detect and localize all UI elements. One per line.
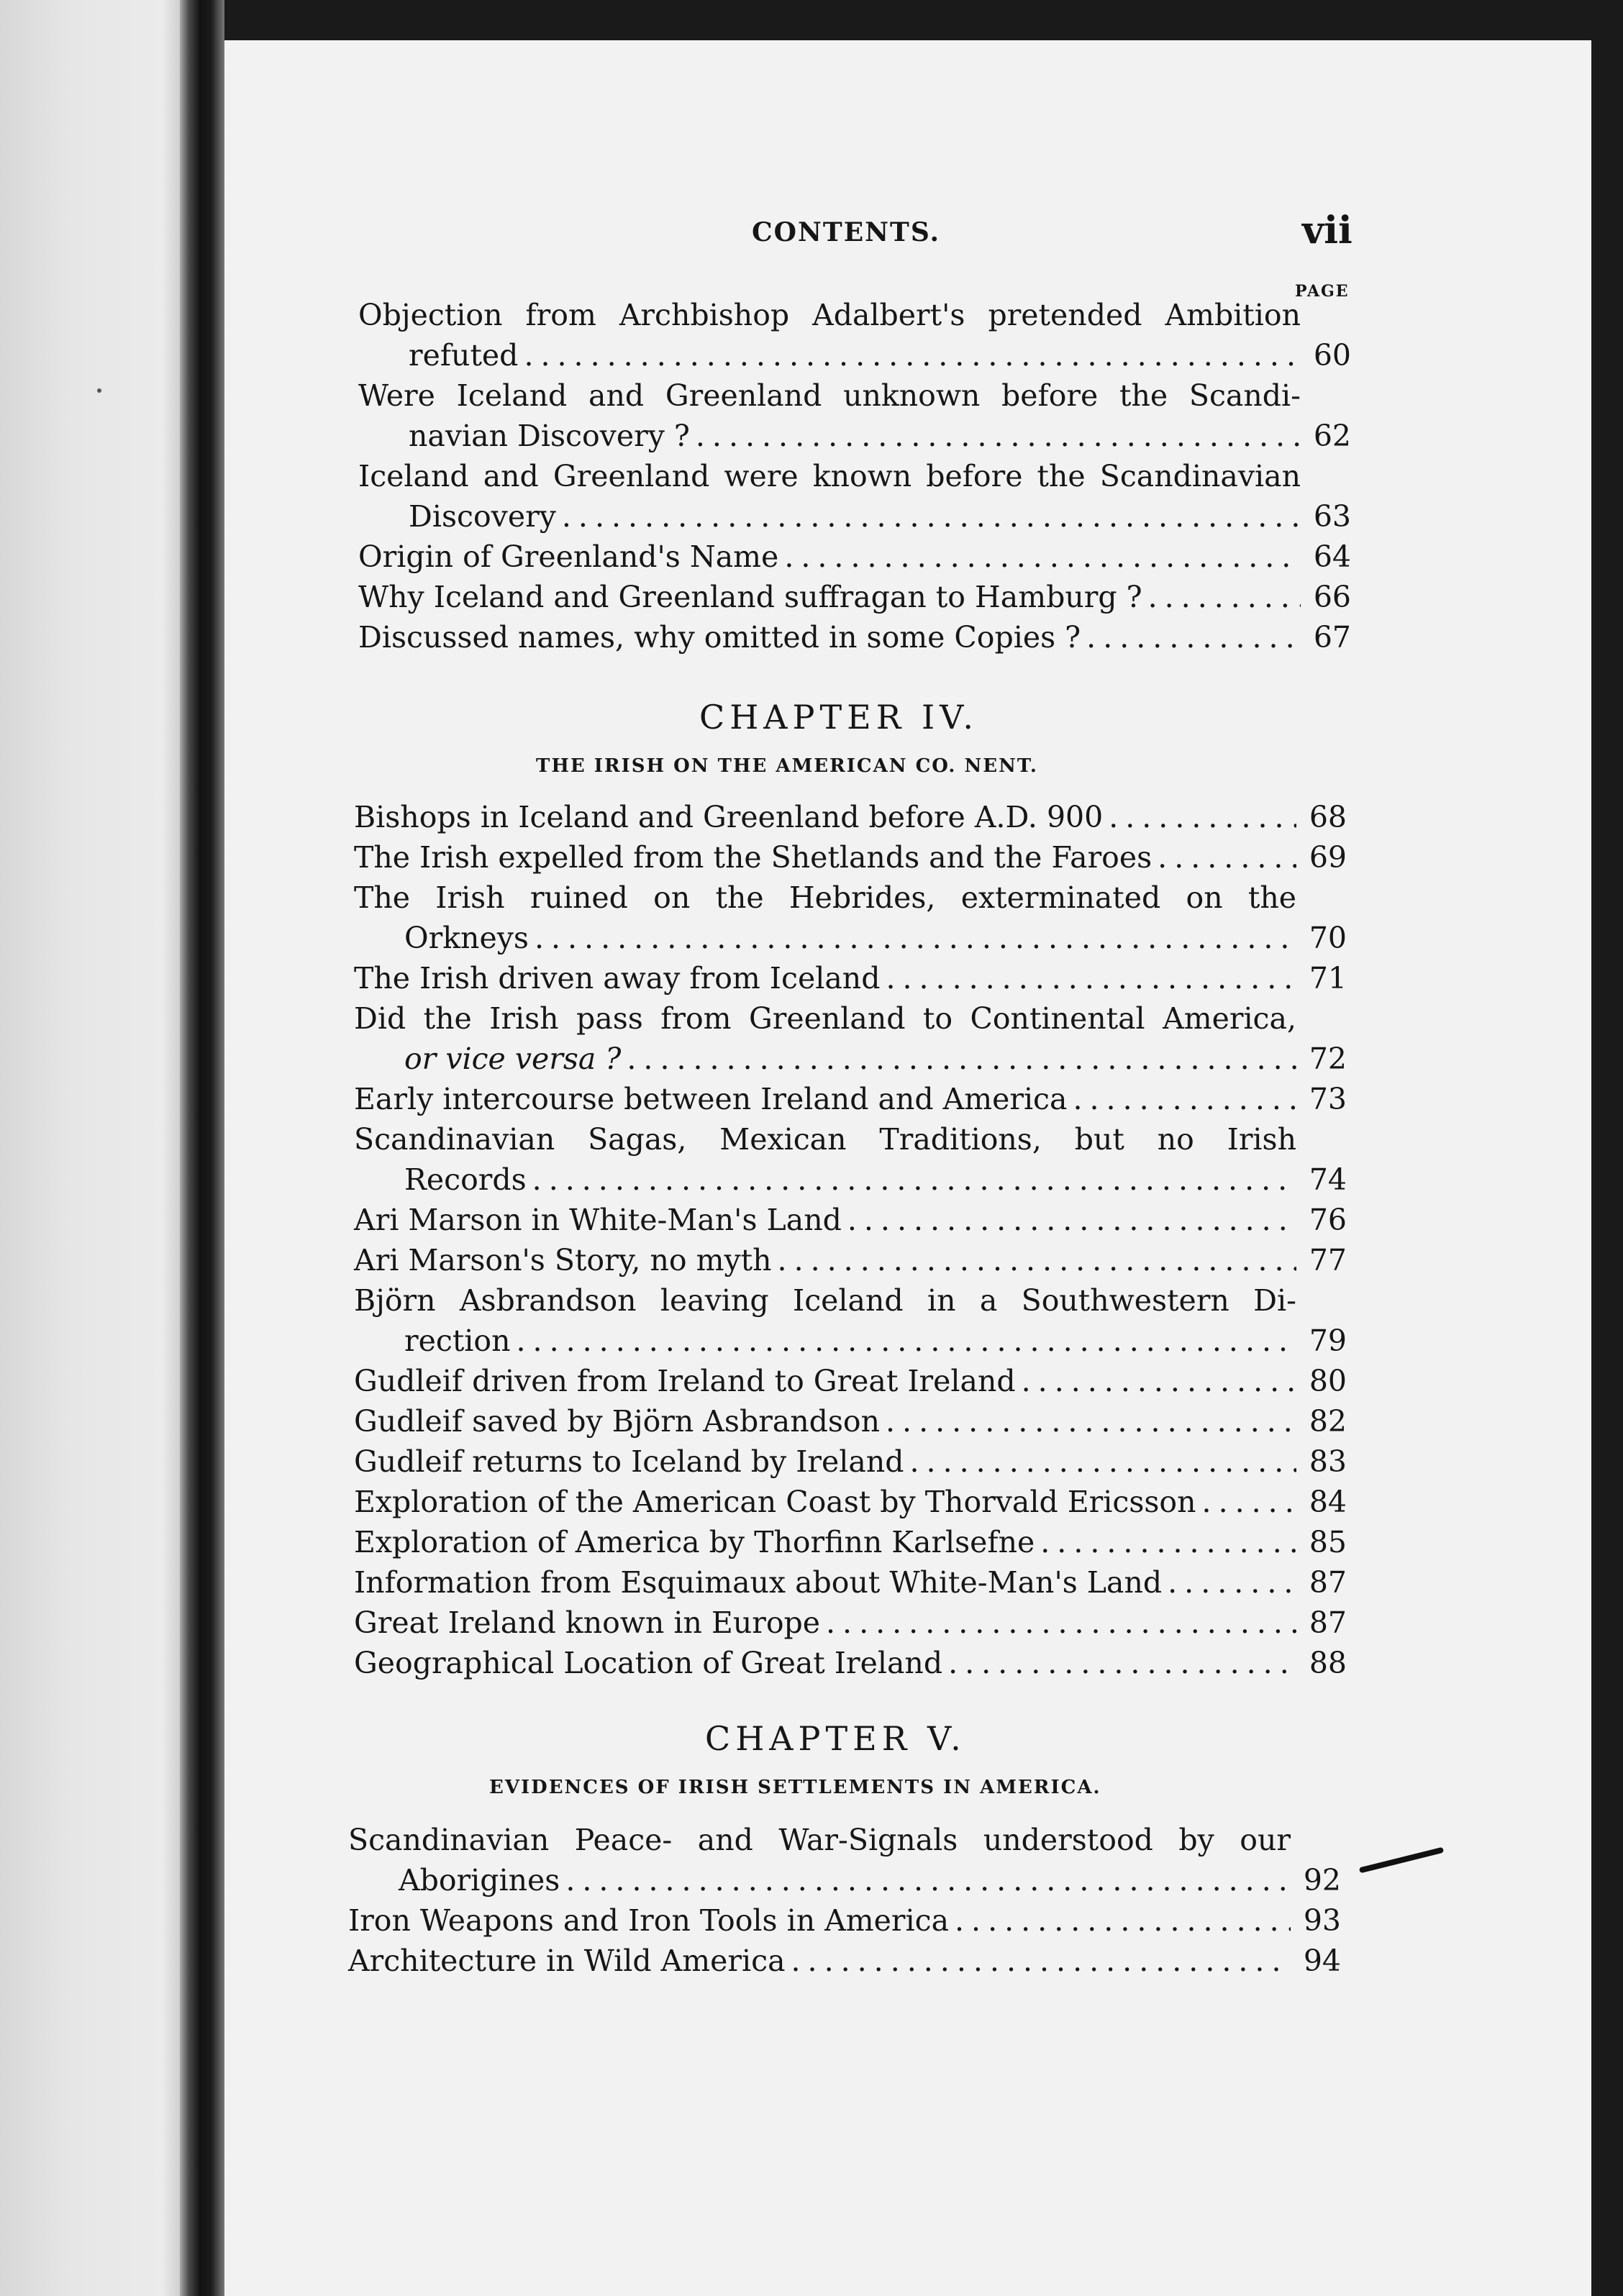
toc-entry-continuation: or vice versa ? bbox=[404, 1042, 622, 1076]
toc-entry-continuation: Orkneys bbox=[404, 921, 529, 955]
leader-dots bbox=[1016, 1361, 1296, 1401]
toc-page-number: 70 bbox=[1309, 921, 1347, 955]
toc-entry-text: Gudleif driven from Ireland to Great Ireland bbox=[354, 1364, 1016, 1398]
toc-entry[interactable] bbox=[354, 998, 1347, 1079]
toc-entry-text: The Irish expelled from the Shetlands and the Faroes bbox=[354, 840, 1153, 875]
page-column-label: PAGE bbox=[1295, 282, 1350, 301]
toc-entry[interactable] bbox=[354, 1200, 1347, 1240]
leader-dots bbox=[786, 1941, 1291, 1981]
toc-entry-text: Did the Irish pass from Greenland to Continental America, bbox=[354, 1001, 1296, 1036]
toc-entry[interactable] bbox=[358, 617, 1351, 657]
toc-page-number: 85 bbox=[1309, 1525, 1347, 1559]
toc-page-number: 71 bbox=[1309, 961, 1347, 996]
leader-dots bbox=[1081, 617, 1301, 657]
toc-entry-text: Exploration of the American Coast by Thorvald Ericsson bbox=[354, 1485, 1196, 1519]
toc-entry-text: Ari Marson in White-Man's Land bbox=[354, 1203, 842, 1237]
toc-entry[interactable] bbox=[354, 837, 1347, 878]
toc-page-number: 94 bbox=[1303, 1944, 1341, 1978]
toc-entry[interactable] bbox=[354, 1361, 1347, 1401]
toc-entry-text: Gudleif returns to Iceland by Ireland bbox=[354, 1444, 904, 1479]
toc-page-number: 72 bbox=[1309, 1042, 1347, 1076]
leader-dots bbox=[820, 1603, 1296, 1643]
page-number: vii bbox=[1302, 209, 1352, 252]
leader-dots bbox=[690, 416, 1301, 456]
toc-entry-text: Early intercourse between Ireland and America bbox=[354, 1082, 1068, 1116]
toc-page-number: 83 bbox=[1309, 1444, 1347, 1479]
toc-page-number: 60 bbox=[1313, 338, 1351, 373]
toc-entry-continuation: navian Discovery ? bbox=[409, 419, 690, 453]
toc-page-number: 69 bbox=[1309, 840, 1347, 875]
toc-entry-text: Ari Marson's Story, no myth bbox=[354, 1243, 772, 1277]
book-gutter bbox=[180, 0, 224, 2296]
leader-dots bbox=[778, 537, 1301, 577]
toc-page-number: 64 bbox=[1313, 539, 1351, 574]
toc-entry-text: Great Ireland known in Europe bbox=[354, 1605, 821, 1640]
toc-page-number: 76 bbox=[1309, 1203, 1347, 1237]
toc-entry-text: Exploration of America by Thorfinn Karlsefne bbox=[354, 1525, 1035, 1559]
toc-page-number: 67 bbox=[1313, 620, 1351, 655]
toc-entry-text: Origin of Greenland's Name bbox=[358, 539, 779, 574]
toc-page-number: 87 bbox=[1309, 1565, 1347, 1600]
toc-entry[interactable] bbox=[354, 1240, 1347, 1280]
toc-section-continued bbox=[358, 295, 1351, 657]
toc-entry-text: Scandinavian Sagas, Mexican Traditions, but no Irish bbox=[354, 1122, 1296, 1157]
leader-dots bbox=[904, 1441, 1297, 1482]
leader-dots bbox=[527, 1160, 1296, 1200]
leader-dots bbox=[1067, 1079, 1296, 1119]
leader-dots bbox=[1152, 837, 1296, 878]
toc-entry[interactable] bbox=[358, 537, 1351, 577]
toc-entry[interactable] bbox=[348, 1900, 1341, 1941]
toc-section-chapter-5 bbox=[348, 1820, 1341, 1981]
toc-page-number: 87 bbox=[1309, 1605, 1347, 1640]
toc-section-chapter-4 bbox=[354, 797, 1347, 1683]
leader-dots bbox=[560, 1860, 1291, 1900]
toc-entry-text: Scandinavian Peace- and War-Signals understood by our bbox=[348, 1823, 1291, 1857]
toc-entry[interactable] bbox=[354, 1482, 1347, 1522]
toc-entry[interactable] bbox=[354, 1441, 1347, 1482]
chapter-subtitle: EVIDENCES OF IRISH SETTLEMENTS IN AMERICA. bbox=[489, 1777, 1101, 1798]
toc-entry-text: Iron Weapons and Iron Tools in America bbox=[348, 1903, 950, 1938]
running-head: CONTENTS. bbox=[752, 217, 941, 247]
toc-page-number: 80 bbox=[1309, 1364, 1347, 1398]
toc-entry-continuation: Discovery bbox=[409, 499, 556, 534]
leader-dots bbox=[1035, 1522, 1296, 1562]
toc-page-number: 88 bbox=[1309, 1646, 1347, 1680]
leader-dots bbox=[529, 918, 1296, 958]
toc-entry-text: Information from Esquimaux about White-Man's Land bbox=[354, 1565, 1163, 1600]
leader-dots bbox=[1103, 797, 1296, 837]
toc-entry-text: Architecture in Wild America bbox=[348, 1944, 786, 1978]
toc-entry[interactable] bbox=[358, 456, 1351, 537]
toc-page-number: 66 bbox=[1313, 580, 1351, 614]
toc-entry[interactable] bbox=[358, 295, 1351, 375]
toc-entry[interactable] bbox=[358, 577, 1351, 617]
toc-page-number: 93 bbox=[1303, 1903, 1341, 1938]
toc-entry[interactable] bbox=[354, 1643, 1347, 1683]
toc-page-number: 73 bbox=[1309, 1082, 1347, 1116]
leader-dots bbox=[1142, 577, 1301, 617]
leader-dots bbox=[880, 1401, 1296, 1441]
toc-page-number: 62 bbox=[1313, 419, 1351, 453]
toc-entry-continuation: Records bbox=[404, 1162, 527, 1197]
leader-dots bbox=[942, 1643, 1296, 1683]
leader-dots bbox=[842, 1200, 1296, 1240]
ink-speck bbox=[97, 388, 101, 393]
toc-entry-text: Iceland and Greenland were known before the Scandinavian bbox=[358, 459, 1301, 493]
toc-entry[interactable] bbox=[354, 1522, 1347, 1562]
chapter-title: CHAPTER IV. bbox=[699, 698, 978, 737]
toc-entry-continuation: refuted bbox=[409, 338, 519, 373]
facing-page-margin bbox=[0, 0, 180, 2296]
toc-entry-text: The Irish ruined on the Hebrides, exterminated on the bbox=[354, 880, 1296, 915]
toc-entry[interactable] bbox=[358, 375, 1351, 456]
toc-entry-text: The Irish driven away from Iceland bbox=[354, 961, 881, 996]
toc-entry-text: Objection from Archbishop Adalbert's pretended Ambition bbox=[358, 298, 1301, 332]
toc-entry-text: Geographical Location of Great Ireland bbox=[354, 1646, 943, 1680]
leader-dots bbox=[1162, 1562, 1296, 1603]
leader-dots bbox=[518, 335, 1301, 375]
toc-entry-text: Bishops in Iceland and Greenland before A.D. 900 bbox=[354, 800, 1104, 834]
toc-entry[interactable] bbox=[354, 797, 1347, 837]
leader-dots bbox=[1196, 1482, 1296, 1522]
leader-dots bbox=[621, 1039, 1296, 1079]
toc-entry-continuation: Aborigines bbox=[399, 1863, 560, 1898]
toc-page-number: 63 bbox=[1313, 499, 1351, 534]
leader-dots bbox=[949, 1900, 1291, 1941]
toc-entry-continuation: rection bbox=[404, 1324, 511, 1358]
leader-dots bbox=[511, 1321, 1296, 1361]
toc-entry[interactable] bbox=[354, 1401, 1347, 1441]
toc-entry[interactable] bbox=[354, 1562, 1347, 1603]
toc-page-number: 68 bbox=[1309, 800, 1347, 834]
toc-entry[interactable] bbox=[354, 958, 1347, 998]
toc-entry-text: Discussed names, why omitted in some Copies ? bbox=[358, 620, 1081, 655]
chapter-title: CHAPTER V. bbox=[705, 1719, 966, 1758]
leader-dots bbox=[772, 1240, 1296, 1280]
toc-entry[interactable] bbox=[354, 1280, 1347, 1361]
chapter-subtitle: THE IRISH ON THE AMERICAN CO. NENT. bbox=[536, 755, 1038, 777]
toc-entry-text: Why Iceland and Greenland suffragan to Hamburg ? bbox=[358, 580, 1142, 614]
toc-entry-text: Björn Asbrandson leaving Iceland in a Southwestern Di- bbox=[354, 1283, 1296, 1318]
leader-dots bbox=[880, 958, 1296, 998]
toc-entry[interactable] bbox=[348, 1941, 1341, 1981]
toc-page-number: 79 bbox=[1309, 1324, 1347, 1358]
toc-entry[interactable] bbox=[354, 1603, 1347, 1643]
toc-entry[interactable] bbox=[354, 1079, 1347, 1119]
toc-page-number: 92 bbox=[1303, 1863, 1341, 1898]
toc-page-number: 74 bbox=[1309, 1162, 1347, 1197]
toc-entry-text: Were Iceland and Greenland unknown before the Scandi- bbox=[358, 378, 1301, 413]
toc-page-number: 82 bbox=[1309, 1404, 1347, 1439]
toc-entry[interactable] bbox=[354, 878, 1347, 958]
toc-entry[interactable] bbox=[348, 1820, 1341, 1900]
toc-page-number: 77 bbox=[1309, 1243, 1347, 1277]
toc-entry[interactable] bbox=[354, 1119, 1347, 1200]
toc-entry-text: Gudleif saved by Björn Asbrandson bbox=[354, 1404, 881, 1439]
leader-dots bbox=[556, 496, 1301, 537]
toc-page-number: 84 bbox=[1309, 1485, 1347, 1519]
